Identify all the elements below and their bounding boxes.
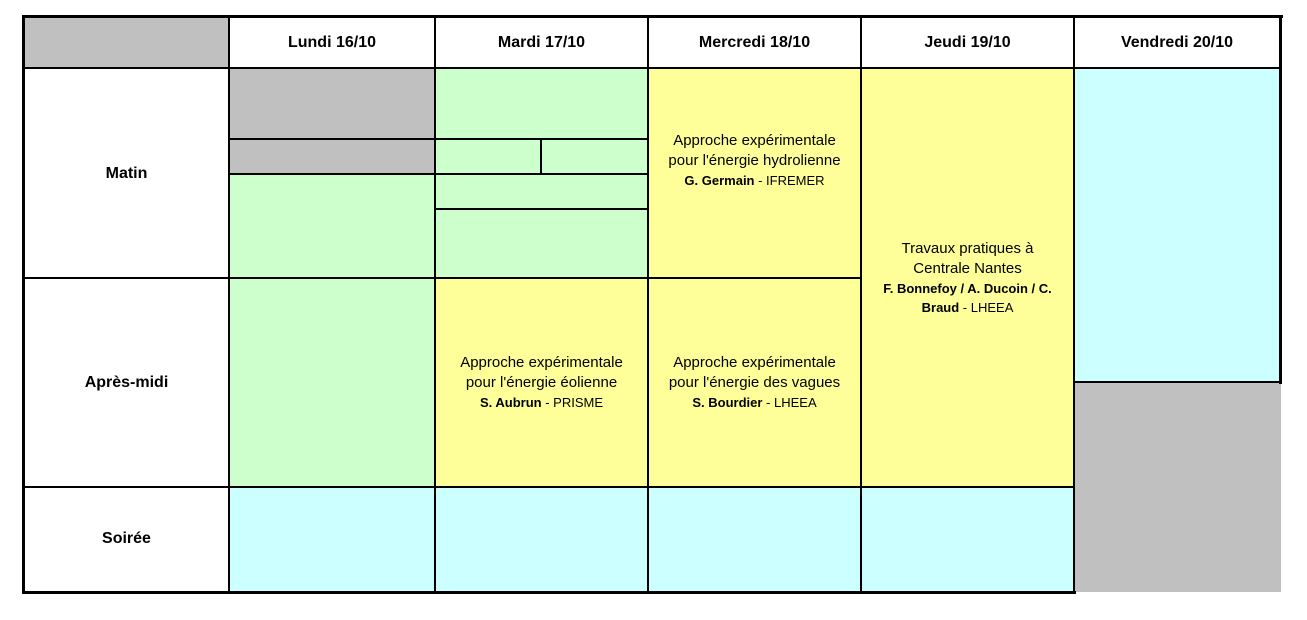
session-title-line-2: Centrale Nantes <box>913 260 1022 277</box>
session-org: - LHEEA <box>959 300 1014 315</box>
session-speaker-line-1 <box>883 279 1052 298</box>
grid-line-col-1 <box>228 15 230 593</box>
grid-line-monday-sub-1 <box>228 138 436 140</box>
header-day-monday: Lundi 16/10 <box>287 33 377 51</box>
grid-line-row-apres-midi <box>22 486 1075 488</box>
header-day-tuesday: Mardi 17/10 <box>497 33 586 51</box>
session-title-line-1: Approche expérimentale <box>460 354 623 371</box>
grid-line-friday-split <box>1073 381 1282 383</box>
monday-morning-slot-1 <box>229 69 435 139</box>
session-speaker-line-2 <box>922 298 1014 317</box>
session-org: - IFREMER <box>754 173 825 188</box>
row-label-soiree: Soirée <box>24 487 229 591</box>
session-title-line-2: pour l'énergie des vagues <box>668 374 841 391</box>
header-day-friday: Vendredi 20/10 <box>1120 33 1234 51</box>
row-label-matin: Matin <box>24 69 229 278</box>
thursday-session-travaux-pratiques <box>861 69 1074 487</box>
monday-afternoon-slot <box>229 278 435 487</box>
session-org: - LHEEA <box>762 395 817 410</box>
grid-line-bottom <box>22 591 1076 594</box>
session-speaker: S. Bourdier <box>692 395 763 410</box>
monday-morning-slot-3 <box>229 174 435 278</box>
session-title-line-2: pour l'énergie éolienne <box>465 374 618 391</box>
tuesday-afternoon-session-eolien <box>435 278 648 487</box>
session-org: - PRISME <box>541 395 604 410</box>
row-label-apres-midi: Après-midi <box>24 278 229 487</box>
friday-late-slot <box>1074 382 1281 592</box>
grid-line-col-5 <box>1073 15 1075 593</box>
monday-morning-slot-2 <box>229 139 435 174</box>
session-speaker: Braud <box>921 300 960 315</box>
monday-evening-slot <box>229 487 435 591</box>
session-title-line-1: Travaux pratiques à <box>901 240 1034 257</box>
wednesday-morning-session-hydro <box>648 69 861 278</box>
thursday-evening-slot <box>861 487 1074 591</box>
session-speaker: G. Germain <box>684 173 755 188</box>
wednesday-evening-slot <box>648 487 861 591</box>
session-speaker: S. Aubrun <box>479 395 542 410</box>
grid-line-tuesday-split <box>540 138 542 175</box>
header-day-thursday: Jeudi 19/10 <box>924 33 1011 51</box>
session-speaker-line <box>692 393 816 412</box>
tuesday-evening-slot <box>435 487 648 591</box>
grid-line-row-matin <box>22 277 862 279</box>
grid-line-col-2 <box>434 15 436 593</box>
grid-line-col-3 <box>647 15 649 593</box>
grid-line-right <box>1279 15 1282 384</box>
wednesday-afternoon-session-vagues <box>648 278 861 487</box>
grid-line-monday-sub-2 <box>228 173 436 175</box>
session-speaker-line <box>480 393 603 412</box>
friday-morning-afternoon-slot <box>1074 69 1280 382</box>
grid-line-col-4 <box>860 15 862 593</box>
grid-line-tuesday-sub-3 <box>434 208 649 210</box>
grid-line-header-bottom <box>22 67 1282 69</box>
header-corner-cell <box>24 17 229 68</box>
session-title-line-2: pour l'énergie hydrolienne <box>668 152 841 169</box>
session-title-line-1: Approche expérimentale <box>673 354 836 371</box>
session-speaker-line <box>684 171 824 190</box>
header-day-wednesday: Mercredi 18/10 <box>698 33 811 51</box>
session-title-line-1: Approche expérimentale <box>673 132 836 149</box>
grid-line-left <box>22 15 25 594</box>
grid-line-top <box>22 15 1283 18</box>
session-speaker: F. Bonnefoy / A. Ducoin / C. <box>883 281 1052 296</box>
